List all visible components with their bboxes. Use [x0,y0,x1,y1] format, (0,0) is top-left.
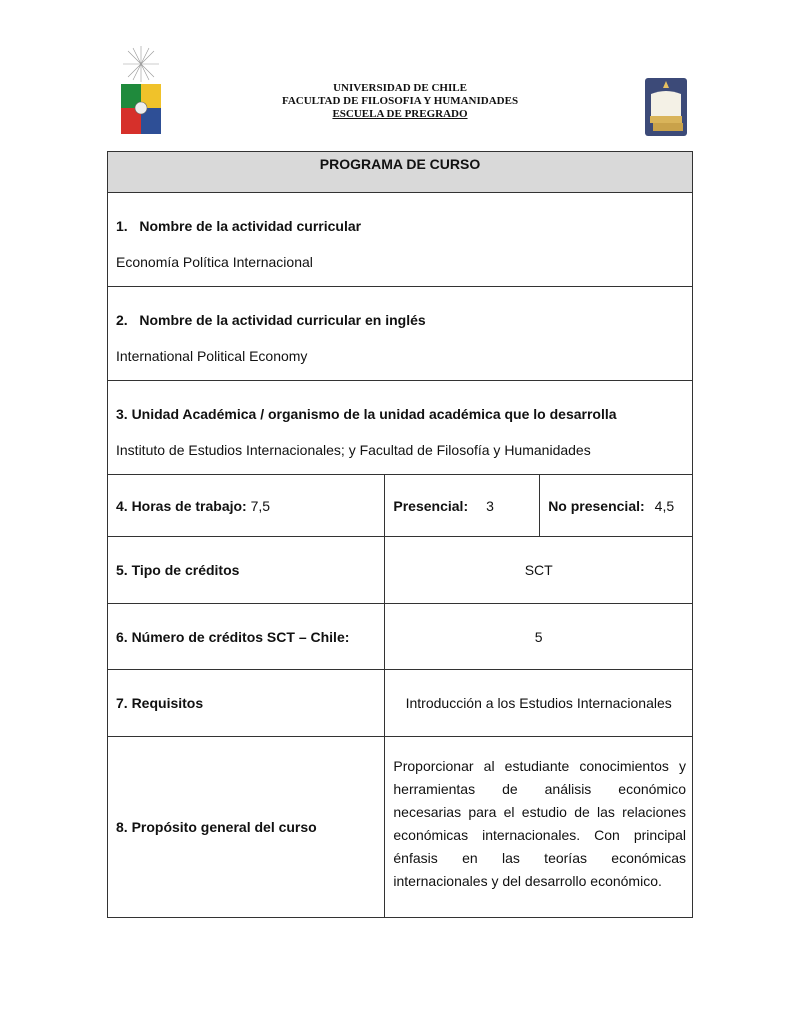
presencial-cell [385,475,540,537]
university-name: UNIVERSIDAD DE CHILE [333,82,467,94]
credit-number-value: 5 [385,604,693,670]
credit-number-label: 6. Número de créditos SCT – Chile: [108,604,385,670]
credit-type-value: SCT [385,537,693,604]
requirements-label: 7. Requisitos [108,670,385,737]
section-value: International Political Economy [116,348,308,364]
section-english-name [108,287,693,381]
section-academic-unit [108,381,693,475]
no-presencial-cell [540,475,693,537]
requirements-value: Introducción a los Estudios Internacionales [385,670,693,737]
work-hours-label: 4. Horas de trabajo: [116,497,247,514]
course-program-table [107,151,693,918]
purpose-label: 8. Propósito general del curso [108,737,385,918]
no-presencial-value: 4,5 [654,497,675,514]
faculty-name: FACULTAD DE FILOSOFIA Y HUMANIDADES [281,95,519,107]
work-hours-value: 7,5 [250,497,271,514]
school-name: ESCUELA DE PREGRADO [332,108,468,120]
section-label: 3. Unidad Académica / organismo de la unidad académica que lo desarrolla [116,406,617,422]
work-hours-cell [108,475,385,537]
section-course-name [108,193,693,287]
presencial-label: Presencial: [393,497,469,514]
section-label: 2. Nombre de la actividad curricular en inglés [116,312,426,328]
section-value: Economía Política Internacional [116,254,313,270]
purpose-value: Proporcionar al estudiante conocimientos y herramientas de análisis económico necesarias para el estudio de las relaciones económicas internacionales. Con principal énfasis en las teorías económicas internacionales y del desarrollo económico. [385,737,693,918]
credit-type-label: 5. Tipo de créditos [108,537,385,604]
section-label: 1. Nombre de la actividad curricular [116,218,362,234]
section-value: Instituto de Estudios Internacionales; y Facultad de Filosofía y Humanidades [116,442,591,458]
table-title: PROGRAMA DE CURSO [108,152,693,193]
presencial-value: 3 [486,497,494,514]
faculty-book-logo [645,78,687,136]
no-presencial-label: No presencial: [548,497,645,514]
